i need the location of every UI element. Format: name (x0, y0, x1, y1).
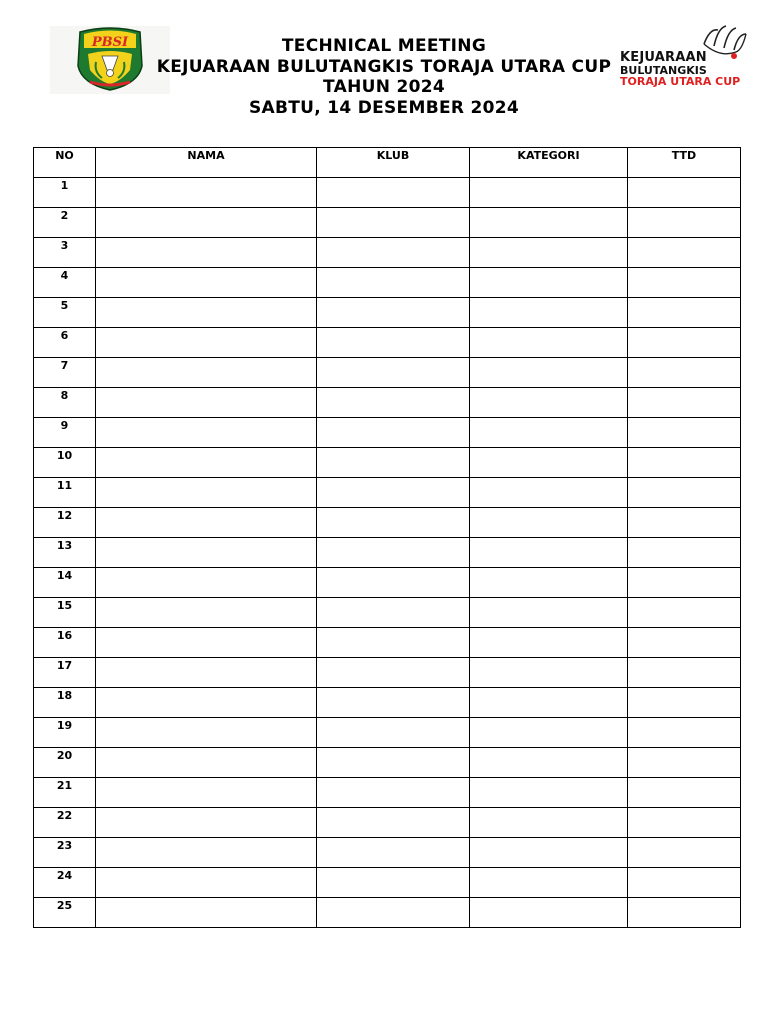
cell-kategori[interactable] (470, 808, 628, 838)
table-row (34, 328, 741, 358)
cell-ttd[interactable] (628, 178, 741, 208)
cell-klub[interactable] (317, 898, 470, 928)
cell-ttd[interactable] (628, 328, 741, 358)
table-row (34, 208, 741, 238)
cell-klub[interactable] (317, 838, 470, 868)
table-row (34, 358, 741, 388)
table-row (34, 448, 741, 478)
cell-nama[interactable] (96, 508, 317, 538)
cell-klub[interactable] (317, 658, 470, 688)
column-header-no: NO (34, 148, 96, 178)
title-line-4: SABTU, 14 DESEMBER 2024 (248, 97, 519, 118)
table-row (34, 568, 741, 598)
cell-klub[interactable] (317, 688, 470, 718)
table-row (34, 628, 741, 658)
cell-no: 20 (34, 748, 96, 778)
cell-klub[interactable] (317, 808, 470, 838)
cell-ttd[interactable] (628, 868, 741, 898)
cell-klub[interactable] (317, 178, 470, 208)
cell-kategori[interactable] (470, 628, 628, 658)
cell-nama[interactable] (96, 628, 317, 658)
cell-ttd[interactable] (628, 538, 741, 568)
cell-ttd[interactable] (628, 298, 741, 328)
table-row (34, 598, 741, 628)
table-row (34, 508, 741, 538)
cell-kategori[interactable] (470, 838, 628, 868)
cell-kategori[interactable] (470, 208, 628, 238)
cell-ttd[interactable] (628, 238, 741, 268)
cell-no: 1 (34, 178, 96, 208)
column-header-klub: KLUB (317, 148, 470, 178)
cell-kategori[interactable] (470, 358, 628, 388)
cell-no: 16 (34, 628, 96, 658)
cell-no: 10 (34, 448, 96, 478)
cell-no: 9 (34, 418, 96, 448)
cell-kategori[interactable] (470, 508, 628, 538)
table-row (34, 238, 741, 268)
event-logo-line1: KEJUARAAN (620, 50, 707, 65)
cell-nama[interactable] (96, 688, 317, 718)
title-line-3: TAHUN 2024 (323, 77, 445, 97)
cell-no: 2 (34, 208, 96, 238)
cell-ttd[interactable] (628, 208, 741, 238)
cell-no: 22 (34, 808, 96, 838)
cell-klub[interactable] (317, 718, 470, 748)
cell-no: 7 (34, 358, 96, 388)
cell-no: 14 (34, 568, 96, 598)
cell-kategori[interactable] (470, 178, 628, 208)
cell-no: 6 (34, 328, 96, 358)
cell-ttd[interactable] (628, 358, 741, 388)
cell-nama[interactable] (96, 838, 317, 868)
cell-kategori[interactable] (470, 748, 628, 778)
table-header-row (34, 148, 741, 178)
cell-kategori[interactable] (470, 658, 628, 688)
cell-klub[interactable] (317, 568, 470, 598)
table-row (34, 478, 741, 508)
cell-klub[interactable] (317, 538, 470, 568)
cell-nama[interactable] (96, 658, 317, 688)
cell-kategori[interactable] (470, 388, 628, 418)
cell-nama[interactable] (96, 808, 317, 838)
cell-klub[interactable] (317, 208, 470, 238)
cell-ttd[interactable] (628, 598, 741, 628)
cell-klub[interactable] (317, 748, 470, 778)
cell-klub[interactable] (317, 868, 470, 898)
cell-nama[interactable] (96, 178, 317, 208)
table-row (34, 838, 741, 868)
cell-kategori[interactable] (470, 688, 628, 718)
cell-nama[interactable] (96, 268, 317, 298)
cell-no: 4 (34, 268, 96, 298)
cell-klub[interactable] (317, 358, 470, 388)
table-row (34, 808, 741, 838)
table-body (34, 178, 741, 928)
cell-nama[interactable] (96, 868, 317, 898)
cell-ttd[interactable] (628, 628, 741, 658)
table-row (34, 748, 741, 778)
cell-kategori[interactable] (470, 298, 628, 328)
cell-nama[interactable] (96, 448, 317, 478)
cell-ttd[interactable] (628, 898, 741, 928)
cell-ttd[interactable] (628, 568, 741, 598)
cell-ttd[interactable] (628, 808, 741, 838)
cell-klub[interactable] (317, 628, 470, 658)
cell-klub[interactable] (317, 448, 470, 478)
cell-ttd[interactable] (628, 748, 741, 778)
cell-no: 3 (34, 238, 96, 268)
cell-no: 19 (34, 718, 96, 748)
attendance-table (33, 147, 741, 928)
cell-klub[interactable] (317, 388, 470, 418)
cell-ttd[interactable] (628, 658, 741, 688)
event-logo-line3: TORAJA UTARA CUP (620, 75, 741, 88)
pbsi-logo-text: PBSI (91, 35, 129, 50)
title-line-2: KEJUARAAN BULUTANGKIS TORAJA UTARA CUP (156, 56, 612, 77)
event-logo (620, 24, 760, 88)
cell-kategori[interactable] (470, 568, 628, 598)
cell-ttd[interactable] (628, 778, 741, 808)
cell-nama[interactable] (96, 898, 317, 928)
cell-ttd[interactable] (628, 478, 741, 508)
cell-klub[interactable] (317, 328, 470, 358)
cell-ttd[interactable] (628, 418, 741, 448)
cell-kategori[interactable] (470, 718, 628, 748)
cell-ttd[interactable] (628, 688, 741, 718)
cell-ttd[interactable] (628, 718, 741, 748)
table-row (34, 658, 741, 688)
cell-kategori[interactable] (470, 778, 628, 808)
cell-klub[interactable] (317, 478, 470, 508)
cell-klub[interactable] (317, 598, 470, 628)
table-row (34, 298, 741, 328)
cell-no: 17 (34, 658, 96, 688)
cell-ttd[interactable] (628, 508, 741, 538)
cell-no: 23 (34, 838, 96, 868)
cell-nama[interactable] (96, 748, 317, 778)
cell-ttd[interactable] (628, 448, 741, 478)
cell-kategori[interactable] (470, 328, 628, 358)
event-logo-line2: BULUTANGKIS (620, 64, 707, 77)
table-row (34, 268, 741, 298)
table-row (34, 868, 741, 898)
column-header-kategori: KATEGORI (470, 148, 628, 178)
cell-nama[interactable] (96, 718, 317, 748)
column-header-ttd: TTD (628, 148, 741, 178)
cell-nama[interactable] (96, 568, 317, 598)
cell-nama[interactable] (96, 238, 317, 268)
table-row (34, 898, 741, 928)
cell-no: 25 (34, 898, 96, 928)
cell-ttd[interactable] (628, 388, 741, 418)
title-line-1: TECHNICAL MEETING (281, 36, 487, 56)
cell-ttd[interactable] (628, 838, 741, 868)
cell-nama[interactable] (96, 298, 317, 328)
cell-no: 8 (34, 388, 96, 418)
cell-nama[interactable] (96, 598, 317, 628)
cell-kategori[interactable] (470, 898, 628, 928)
cell-nama[interactable] (96, 388, 317, 418)
cell-kategori[interactable] (470, 268, 628, 298)
cell-kategori[interactable] (470, 418, 628, 448)
cell-kategori[interactable] (470, 538, 628, 568)
cell-kategori[interactable] (470, 478, 628, 508)
table-row (34, 718, 741, 748)
cell-no: 13 (34, 538, 96, 568)
cell-klub[interactable] (317, 418, 470, 448)
cell-klub[interactable] (317, 298, 470, 328)
cell-klub[interactable] (317, 238, 470, 268)
table-row (34, 418, 741, 448)
table-row (34, 178, 741, 208)
table-row (34, 778, 741, 808)
cell-ttd[interactable] (628, 268, 741, 298)
table-row (34, 538, 741, 568)
cell-klub[interactable] (317, 508, 470, 538)
cell-kategori[interactable] (470, 238, 628, 268)
cell-no: 18 (34, 688, 96, 718)
cell-nama[interactable] (96, 478, 317, 508)
cell-kategori[interactable] (470, 598, 628, 628)
table-row (34, 388, 741, 418)
cell-no: 12 (34, 508, 96, 538)
cell-kategori[interactable] (470, 448, 628, 478)
column-header-nama: NAMA (96, 148, 317, 178)
cell-klub[interactable] (317, 778, 470, 808)
cell-no: 15 (34, 598, 96, 628)
cell-no: 5 (34, 298, 96, 328)
cell-nama[interactable] (96, 358, 317, 388)
cell-no: 11 (34, 478, 96, 508)
table-row (34, 688, 741, 718)
cell-nama[interactable] (96, 208, 317, 238)
cell-nama[interactable] (96, 328, 317, 358)
cell-klub[interactable] (317, 268, 470, 298)
cell-nama[interactable] (96, 538, 317, 568)
cell-kategori[interactable] (470, 868, 628, 898)
cell-nama[interactable] (96, 418, 317, 448)
cell-no: 24 (34, 868, 96, 898)
cell-no: 21 (34, 778, 96, 808)
cell-nama[interactable] (96, 778, 317, 808)
